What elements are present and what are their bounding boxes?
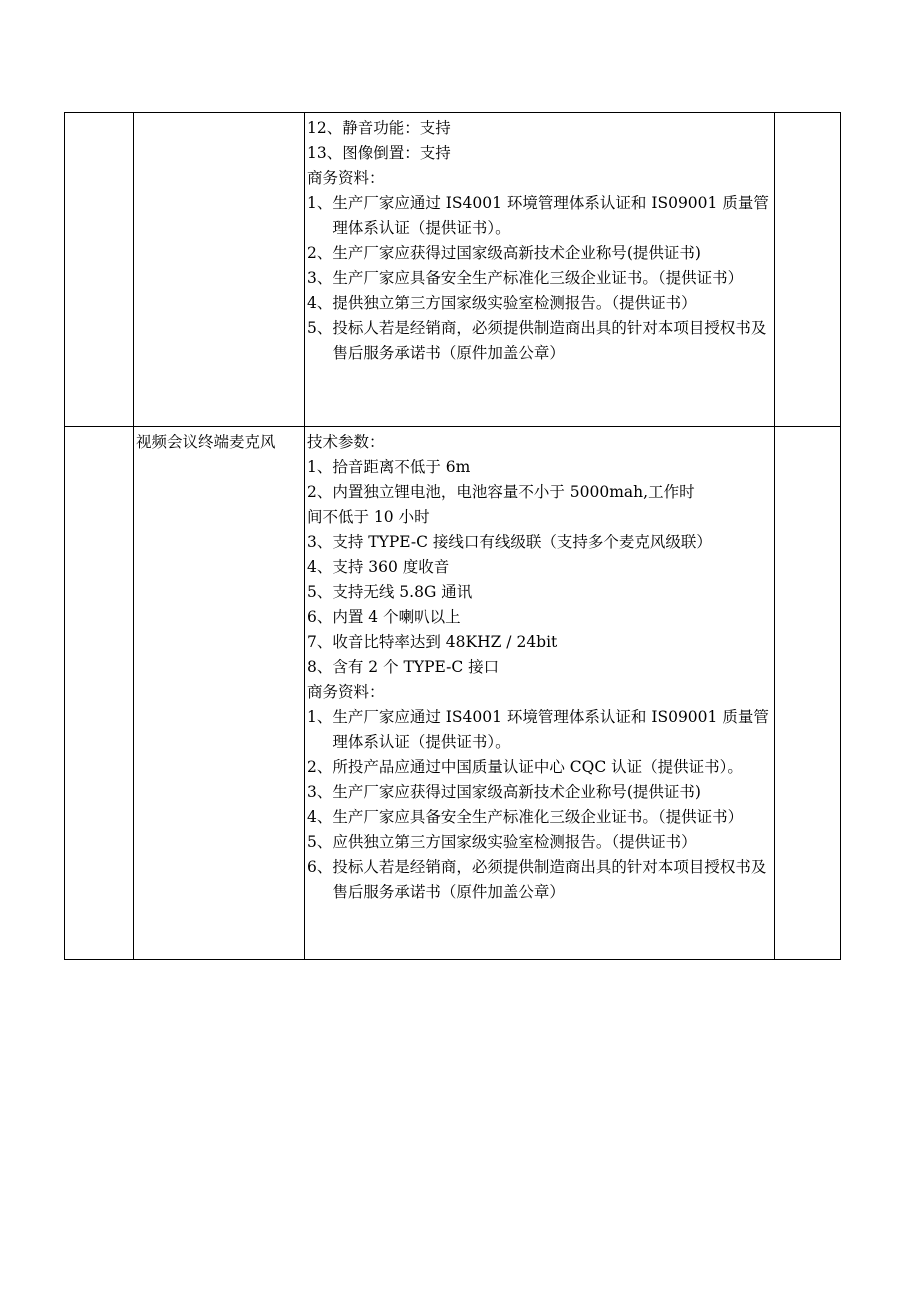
table-row <box>65 427 841 960</box>
index-cell <box>65 427 134 960</box>
spec-cell <box>305 427 775 960</box>
spec-line: 7、收音比特率达到 48KHZ / 24bit <box>307 633 558 651</box>
index-cell <box>65 113 134 427</box>
spec-line: 13、图像倒置：支持 <box>307 144 451 162</box>
business-heading: 商务资料： <box>307 683 385 701</box>
product-name: 视频会议终端麦克风 <box>136 433 276 451</box>
item-text: 生产厂家应具备安全生产标准化三级企业证书。（提供证书） <box>332 808 744 826</box>
product-name-cell <box>134 113 305 427</box>
item-number: 2、 <box>307 244 333 262</box>
item-text: 提供独立第三方国家级实验室检测报告。（提供证书） <box>332 294 697 312</box>
product-name-cell <box>134 427 305 960</box>
business-item <box>307 855 772 905</box>
spec-line: 6、内置 4 个喇叭以上 <box>307 608 461 626</box>
business-item <box>307 241 772 266</box>
spec-line: 2、内置独立锂电池，电池容量不小于 5000mah,工作时 <box>307 483 695 501</box>
business-item <box>307 805 772 830</box>
item-number: 5、 <box>307 833 333 851</box>
business-item <box>307 316 772 366</box>
spec-line: 5、支持无线 5.8G 通讯 <box>307 583 473 601</box>
item-text: 应供独立第三方国家级实验室检测报告。（提供证书） <box>332 833 697 851</box>
business-item <box>307 830 772 855</box>
business-item <box>307 780 772 805</box>
business-item <box>307 291 772 316</box>
spec-line: 1、拾音距离不低于 6m <box>307 458 471 476</box>
business-item <box>307 705 772 755</box>
business-item <box>307 191 772 241</box>
spec-line: 间不低于 10 小时 <box>307 508 430 526</box>
item-text: 所投产品应通过中国质量认证中心 CQC 认证（提供证书）。 <box>332 758 743 776</box>
item-number: 4、 <box>307 294 333 312</box>
item-text: 生产厂家应通过 IS4001 环境管理体系认证和 IS09001 质量管理体系认证（提供证书）。 <box>332 194 769 237</box>
item-text: 投标人若是经销商，必须提供制造商出具的针对本项目授权书及售后服务承诺书（原件加盖公章） <box>332 858 767 901</box>
spec-cell <box>305 113 775 427</box>
item-number: 6、 <box>307 858 333 876</box>
item-text: 生产厂家应通过 IS4001 环境管理体系认证和 IS09001 质量管理体系认证（提供证书）。 <box>332 708 769 751</box>
item-text: 生产厂家应具备安全生产标准化三级企业证书。（提供证书） <box>332 269 744 287</box>
item-number: 2、 <box>307 758 333 776</box>
spec-line: 4、支持 360 度收音 <box>307 558 450 576</box>
item-text: 生产厂家应获得过国家级高新技术企业称号(提供证书) <box>332 244 701 262</box>
spec-line: 12、静音功能：支持 <box>307 119 451 137</box>
spec-line: 3、支持 TYPE-C 接线口有线级联（支持多个麦克风级联） <box>307 533 712 551</box>
item-number: 3、 <box>307 783 333 801</box>
item-number: 5、 <box>307 319 333 337</box>
spec-line: 8、含有 2 个 TYPE-C 接口 <box>307 658 500 676</box>
product-name <box>134 113 304 116</box>
business-item <box>307 266 772 291</box>
item-text: 投标人若是经销商，必须提供制造商出具的针对本项目授权书及售后服务承诺书（原件加盖公章） <box>332 319 767 362</box>
spec-table <box>64 112 841 960</box>
item-number: 4、 <box>307 808 333 826</box>
item-number: 1、 <box>307 708 333 726</box>
tech-heading: 技术参数： <box>307 433 385 451</box>
table-row <box>65 113 841 427</box>
business-heading: 商务资料： <box>307 169 385 187</box>
business-item <box>307 755 772 780</box>
item-number: 1、 <box>307 194 333 212</box>
remark-cell <box>775 113 841 427</box>
remark-cell <box>775 427 841 960</box>
item-number: 3、 <box>307 269 333 287</box>
item-text: 生产厂家应获得过国家级高新技术企业称号(提供证书) <box>332 783 701 801</box>
